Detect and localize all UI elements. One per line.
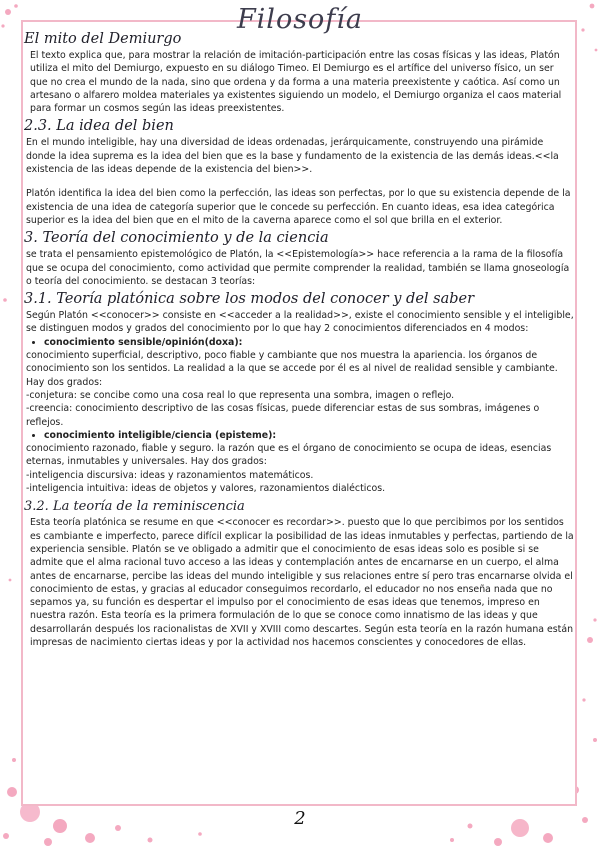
bullet-conocimiento-inteligible: • conocimiento inteligible/ciencia (episteme): bbox=[44, 429, 574, 442]
page-number: 2 bbox=[294, 808, 306, 829]
paragraph-reminiscencia: Esta teoría platónica se resume en que <<conocer es recordar>>. puesto que lo que percibimos por los sentidos es cambiante e imperfecto, parece difícil explicar la posibilidad de las ideas inmutables y perfectas, partiendo de la experiencia sensible. Platón se ve obligado a admitir que el conocimiento de esas ideas solo es posible si se admite que el alma racional tuvo acceso a las ideas y contemplación antes de encarnarse en un cuerpo, el alma antes de encarnarse, percibe las ideas del mundo inteligible y sus relaciones entre sí pero tras encarnarse olvida el conocimiento de estas, y gracias al educador conseguimos recordarlo, el educador no nos enseña nada que no sepamos ya, su función es despertar el impulso por el conocimiento de esas ideas que tenemos, impreso en nuestra razón. Esta teoría es la primera formulación de lo que se conoce como innatismo de las ideas y que desarrollarán después los racionalistas de XVII y XVIII como descartes. Según esta teoría en la razón humana están impresas de nacimiento ciertas ideas y por la actividad nos hacemos conscientes y conocedores de ellas. bbox=[30, 517, 574, 648]
heading-demiurgo: El mito del Demiurgo bbox=[24, 31, 182, 47]
paragraph-modos: Según Platón <<conocer>> consiste en <<acceder a la realidad>>, existe el conocimiento sensible y el inteligible, se distinguen modos y grados del conocimiento por lo que hay 2 conocimientos diferenciados en 4 modos: bbox=[26, 310, 574, 335]
paragraph-conocimiento: se trata el pensamiento epistemológico de Platón, la <<Epistemología>> hace referencia a la rama de la filosofía que se ocupa del conocimiento, como actividad que permite comprender la realidad, también se llama gnoseología o teoría del conocimiento. se destacan 3 teorías: bbox=[26, 249, 570, 287]
item-creencia: -creencia: conocimiento descriptivo de las cosas físicas, puede diferenciar estas de sus sombras, imágenes o reflejos. bbox=[26, 403, 540, 428]
page-title: Filosofía bbox=[236, 4, 364, 35]
item-inteligencia-intuitiva: -inteligencia intuitiva: ideas de objetos y valores, razonamientos dialécticos. bbox=[26, 483, 386, 495]
paragraph-bien-2: Platón identifica la idea del bien como la perfección, las ideas son perfectas, por lo que su existencia depende de la existencia de una idea de categoría superior que le concede su perfección. En cuanto ideas, esa idea categórica superior es la idea del bien que en el mito de la caverna aparece como el sol que brilla en el exterior. bbox=[26, 188, 571, 226]
paragraph-inteligible: conocimiento razonado, fiable y seguro. la razón que es el órgano de conocimiento se ocupa de ideas, esencias eternas, inmutables y universales. Hay dos grados: bbox=[26, 443, 552, 468]
paragraph-demiurgo: El texto explica que, para mostrar la relación de imitación-participación entre las cosas físicas y las ideas, Platón utiliza el mito del Demiurgo, expuesto en su diálogo Timeo. El Demiurgo es el artífice del universo físico, un ser que no crea el mundo de la nada, sino que ordena y da forma a una materia preexistente y caótica. Así como un artesano o alfarero moldea materiales ya existentes siguiendo un modelo, el Demiurgo organiza el caos material para formar un cosmos según las ideas preexistentes. bbox=[30, 50, 562, 115]
paragraph-bien-1: En el mundo inteligible, hay una diversidad de ideas ordenadas, jerárquicamente, construyendo una pirámide donde la idea suprema es la idea del bien que es la base y fundamento de la existencia de las demás ideas.<<la existencia de las ideas depende de la existencia del bien>>. bbox=[26, 137, 559, 176]
heading-reminiscencia: 3.2. La teoría de la reminiscencia bbox=[24, 499, 245, 515]
heading-teoria-conocimiento: 3. Teoría del conocimiento y de la ciencia bbox=[24, 230, 329, 247]
item-conjetura: -conjetura: se concibe como una cosa real lo que representa una sombra, imagen o reflejo. bbox=[26, 389, 455, 401]
item-inteligencia-discursiva: -inteligencia discursiva: ideas y razonamientos matemáticos. bbox=[26, 469, 314, 481]
document-body bbox=[26, 28, 574, 649]
bullet-conocimiento-sensible: • conocimiento sensible/opinión(doxa): bbox=[44, 336, 574, 349]
heading-idea-del-bien: 2.3. La idea del bien bbox=[24, 118, 174, 135]
paragraph-sensible: conocimiento superficial, descriptivo, poco fiable y cambiante que nos muestra la apariencia. los órganos de conocimiento son los sentidos. La realidad a la que se accede por él es al nivel de realidad sensible y cambiante. Hay dos grados: bbox=[26, 350, 558, 388]
heading-modos-conocer: 3.1. Teoría platónica sobre los modos del conocer y del saber bbox=[24, 291, 475, 308]
